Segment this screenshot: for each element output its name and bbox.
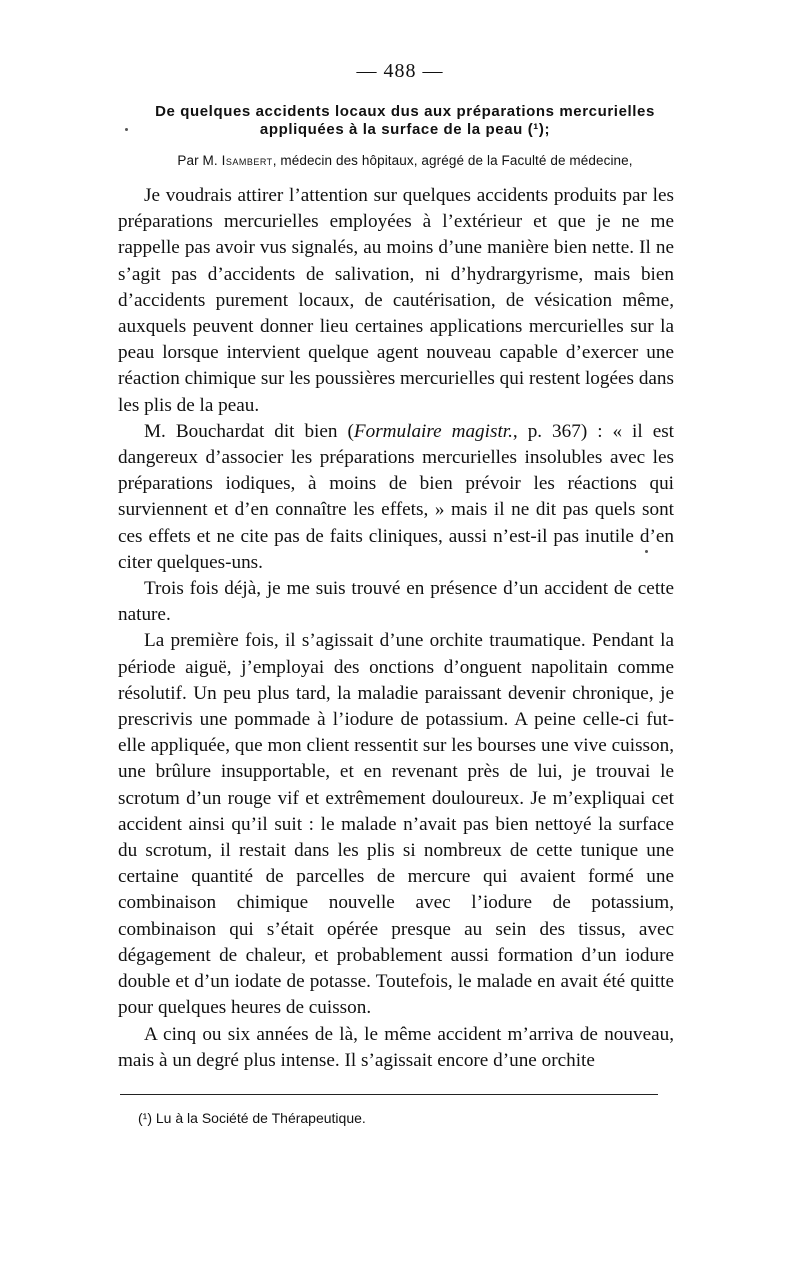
byline-author: Isambert: [221, 153, 273, 168]
paragraph-1: Je voudrais attirer l’attention sur quelques accidents produits par les préparations mercurielles employées à l’extérieur et que je ne me rappelle pas avoir vus signalés, au moins d’une manière bien nette. Il ne s’agit pas d’accidents de salivation, ni d’hydrargyrisme, mais bien d’accidents purement locaux, de cautérisation, de vésication même, auxquels peuvent donner lieu certaines applications mercurielles sur la peau lorsque intervient quelque agent nouveau capable d’exercer une réaction chimique sur les poussières mercurielles qui restent logées dans les plis de la peau.: [118, 185, 674, 416]
scan-speck: [125, 128, 128, 131]
byline: [120, 153, 690, 168]
article-title-text: De quelques accidents locaux dus aux préparations mercurielles appliquées à la surface de la peau: [155, 103, 655, 138]
scan-speck: [645, 550, 648, 553]
footnote-divider: [120, 1094, 658, 1095]
byline-prefix: Par M.: [177, 153, 218, 168]
footnote-reference: (¹): [527, 121, 545, 138]
footnote: [138, 1110, 658, 1126]
paragraph-2-rest: , p. 367) : « il est dangereux d’associer les préparations mercurielles insolubles avec les préparations iodiques, à moins de bien prévoir les réactions qui surviennent et d’en connaître les effets, » mais il ne dit pas quels sont ces effets et ne cite pas de faits cliniques, aussi n’est-il pas inutile d’en citer quelques-uns.: [118, 420, 675, 573]
paragraph-5: A cinq ou six années de là, le même accident m’arriva de nouveau, mais à un degré plus intense. Il s’agissait encore d’une orchite: [118, 1023, 674, 1071]
article-title: [115, 103, 695, 139]
footnote-marker: (¹): [138, 1110, 152, 1126]
footnote-text: Lu à la Société de Thérapeutique.: [155, 1110, 366, 1126]
page-number: — 488 —: [356, 60, 444, 82]
paragraph-4: La première fois, il s’agissait d’une orchite traumatique. Pendant la période aiguë, j’employai des onctions d’onguent napolitain comme résolutif. Un peu plus tard, la maladie paraissant devenir chronique, je prescrivis une pommade à l’iodure de potassium. A peine celle-ci fut-elle appliquée, que mon client ressentit sur les bourses une vive cuisson, une brûlure insupportable, et en revenant près de lui, je trouvai le scrotum d’un rouge vif et extrêmement douloureux. Je m’expliquai cet accident ainsi qu’il suit : le malade n’avait pas bien nettoyé la surface du scrotum, il restait dans les plis si nombreux de cette tunique une certaine quantité de parcelles de mercure qui avaient formé une combinaison chimique nouvelle avec l’iodure de potassium, combinaison qui s’était opérée presque au sein des tissus, avec dégagement de chaleur, et probablement aussi formation d’un iodure double et d’un iodate de potasse. Toutefois, le malade en avait été quitte pour quelques heures de cuisson.: [118, 630, 674, 1019]
paragraph-3: Trois fois déjà, je me suis trouvé en présence d’un accident de cette nature.: [118, 578, 674, 626]
byline-suffix: , médecin des hôpitaux, agrégé de la Faculté de médecine,: [272, 153, 633, 168]
paragraph-2: [118, 419, 674, 576]
article-body: [118, 183, 674, 1074]
paragraph-2-lead: M. Bouchardat dit bien (: [144, 420, 354, 442]
article-title-end: ;: [544, 121, 551, 138]
citation-title: Formulaire magistr.: [353, 420, 513, 442]
